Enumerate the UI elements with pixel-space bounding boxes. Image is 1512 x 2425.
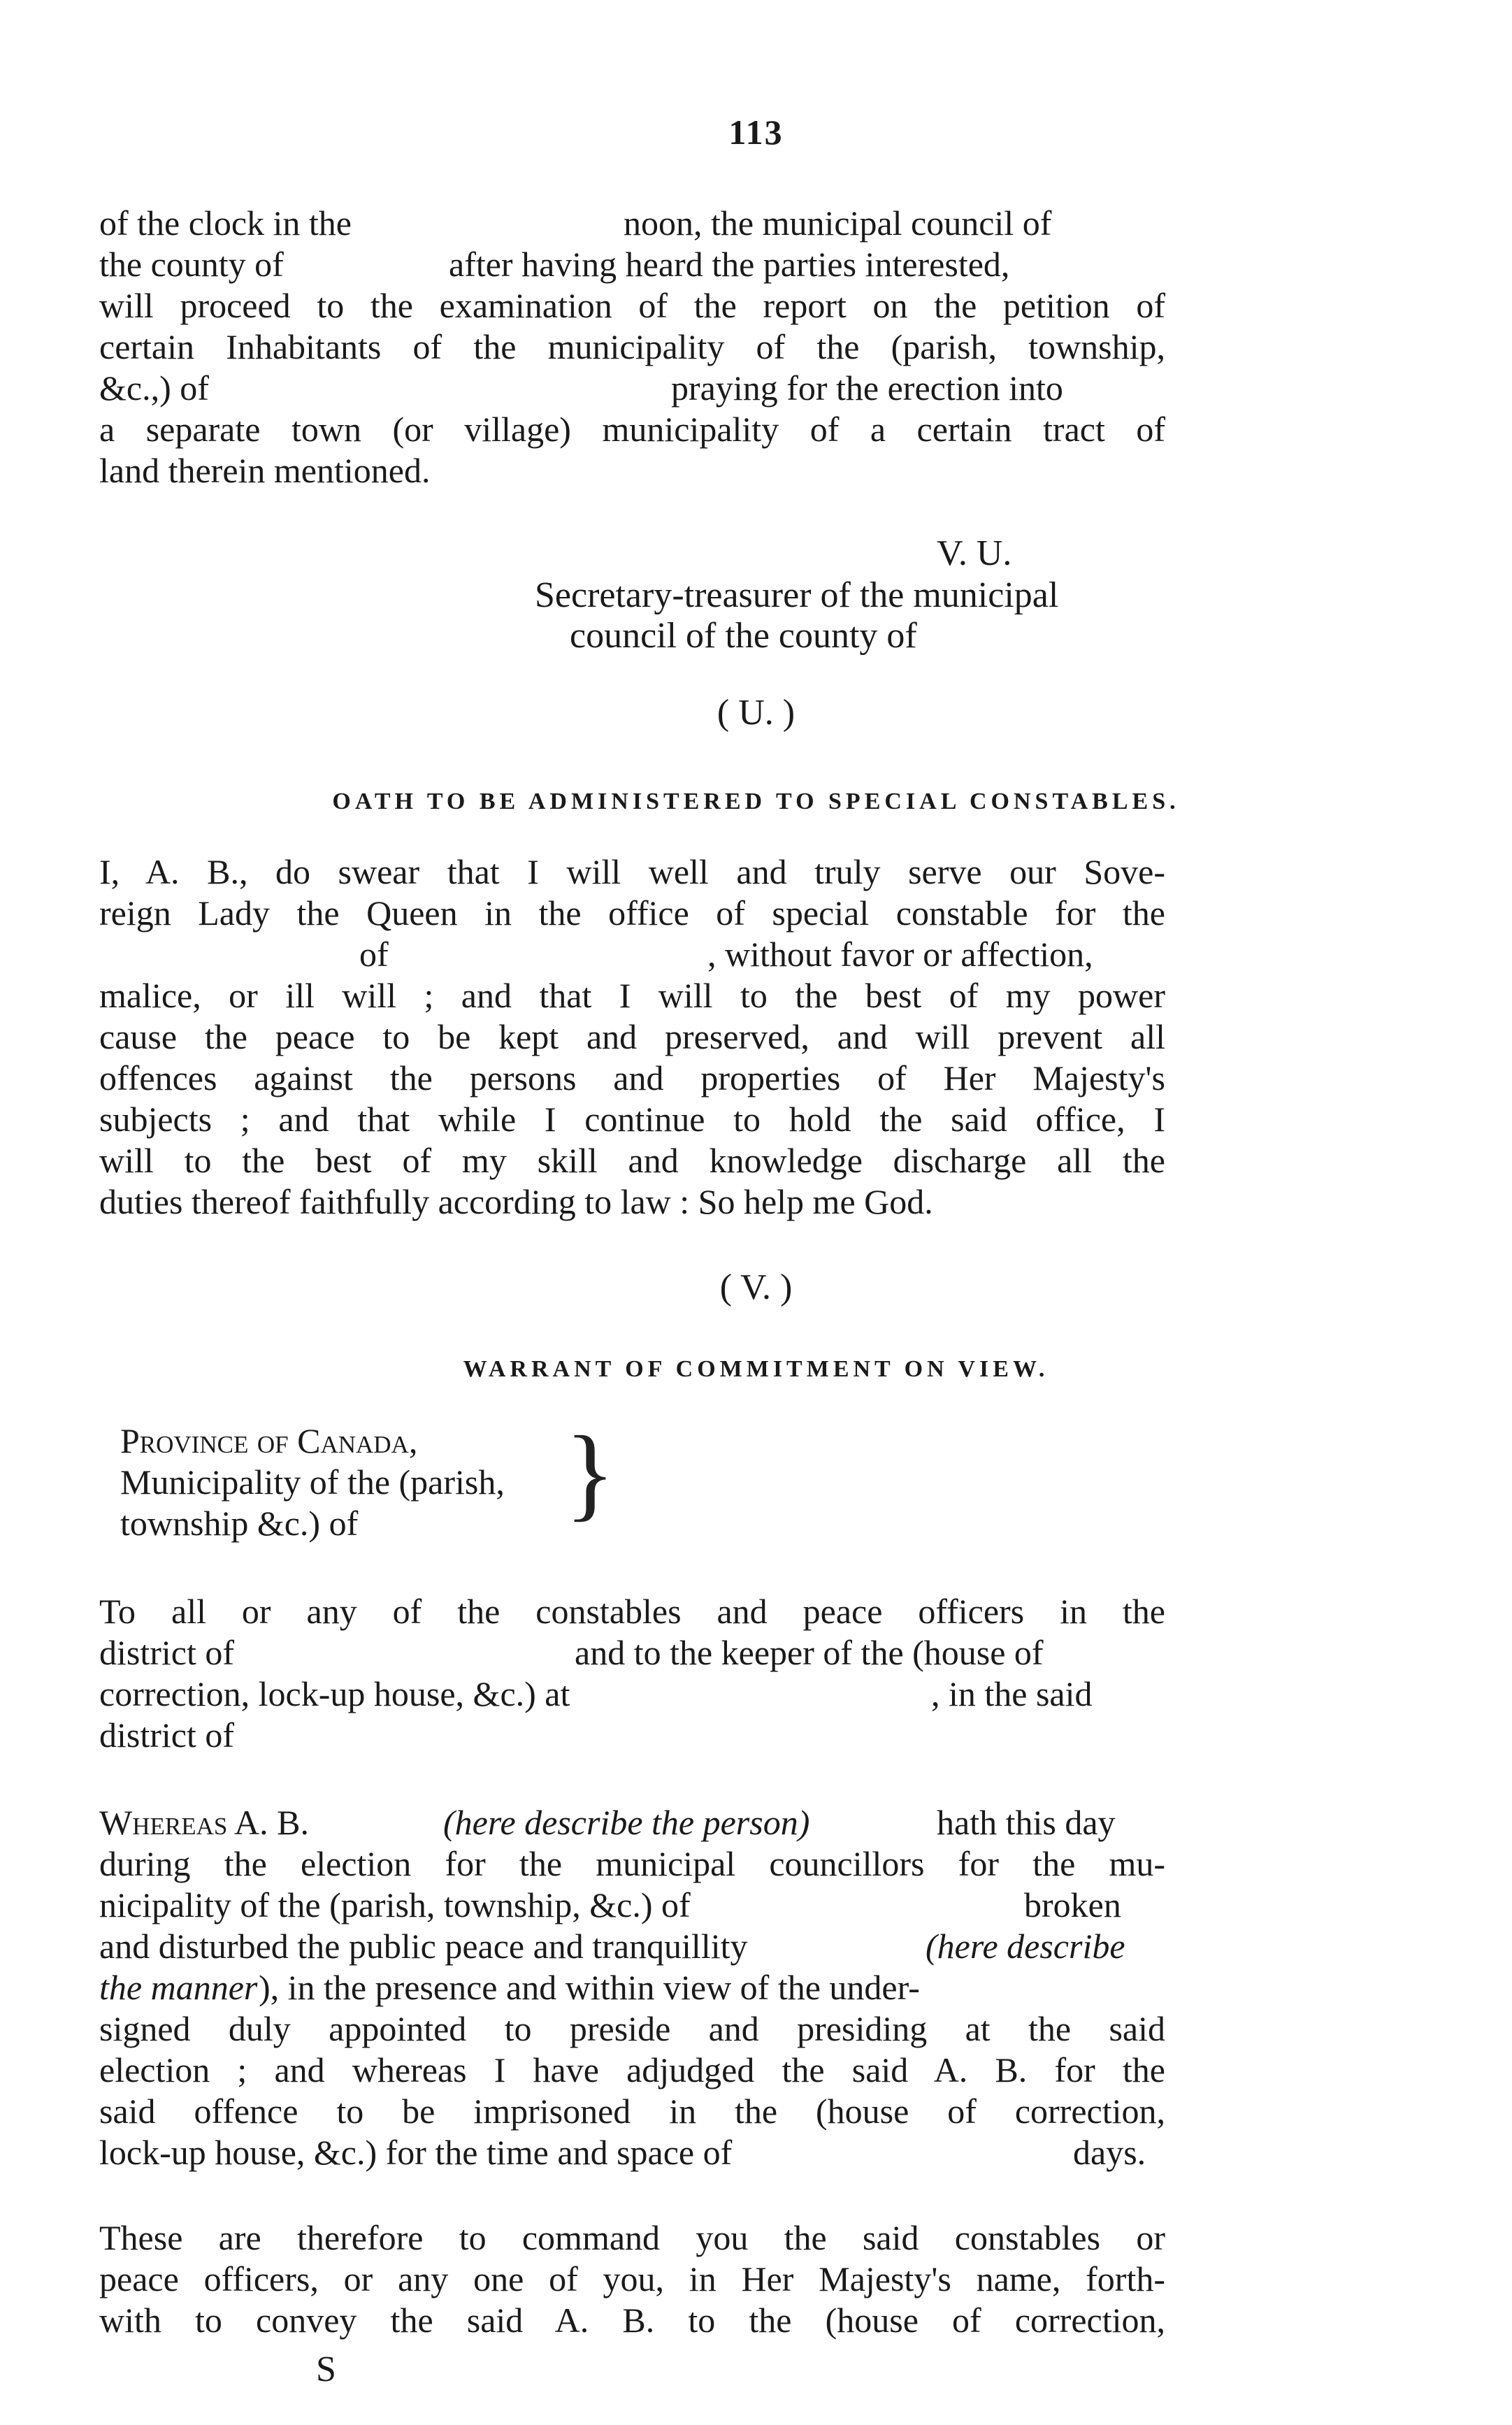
- section-u-heading: OATH TO BE ADMINISTERED TO SPECIAL CONSTABLES.: [332, 789, 1180, 814]
- to-constables-text: district of: [99, 1633, 235, 1672]
- to-constables-text: and to the keeper of the (house of: [575, 1633, 1044, 1672]
- whereas-text: broken: [1024, 1885, 1121, 1924]
- petition-line: [99, 450, 1165, 491]
- signature-initials: V. U.: [937, 533, 1012, 573]
- whereas-text: the manner: [99, 1968, 258, 2007]
- command-line: [99, 2259, 1165, 2300]
- whereas-text: during the election for the municipal councillors for the mu-: [99, 1844, 1165, 1883]
- whereas-text: said offence to be imprisoned in the (house of correction,: [99, 2092, 1165, 2131]
- whereas-line: [99, 1802, 1165, 1843]
- oath-line: [99, 934, 1165, 975]
- to-constables-line: [99, 1632, 1165, 1674]
- to-constables-text: , in the said: [931, 1674, 1093, 1713]
- petition-paragraph: [99, 203, 1165, 491]
- oath-line: [99, 851, 1165, 893]
- whereas-line: [99, 1843, 1165, 1885]
- page-number: 113: [728, 113, 784, 152]
- whereas-line: [99, 2050, 1165, 2091]
- province-block: [120, 1420, 610, 1544]
- whereas-text: hath this day: [937, 1803, 1116, 1842]
- petition-text: praying for the erection into: [671, 368, 1063, 408]
- oath-text: duties thereof faithfully according to law : So help me God.: [99, 1182, 933, 1221]
- oath-text: malice, or ill will ; and that I will to the best of my power: [99, 976, 1165, 1015]
- command-text: peace officers, or any one of you, in Her Majesty's name, forth-: [99, 2259, 1165, 2298]
- to-constables-text: district of: [99, 1715, 235, 1755]
- petition-text: of the clock in the: [99, 203, 352, 243]
- to-constables-line: [99, 1591, 1165, 1632]
- petition-line: [99, 409, 1165, 450]
- petition-text: the county of: [99, 245, 284, 284]
- oath-line: [99, 1058, 1165, 1099]
- to-constables-line: [99, 1715, 1165, 1756]
- to-constables-paragraph: [99, 1591, 1165, 1756]
- province-line: Province of Canada,: [120, 1421, 418, 1460]
- signature-mark: S: [316, 2350, 336, 2389]
- whereas-line: [99, 2132, 1165, 2173]
- to-constables-text: To all or any of the constables and peace officers in the: [99, 1592, 1165, 1631]
- command-text: These are therefore to command you the said constables or: [99, 2218, 1165, 2257]
- whereas-text: election ; and whereas I have adjudged the said A. B. for the: [99, 2050, 1165, 2089]
- signature-title-line2: council of the county of: [570, 616, 917, 656]
- whereas-text: (here describe: [926, 1927, 1125, 1966]
- oath-text: , without favor or affection,: [707, 935, 1093, 974]
- whereas-text: and disturbed the public peace and tranquillity: [99, 1927, 748, 1966]
- whereas-text: ), in the presence and within view of the under-: [259, 1968, 920, 2007]
- command-line: [99, 2217, 1165, 2259]
- petition-line: [99, 244, 1165, 285]
- oath-paragraph: [99, 851, 1165, 1223]
- command-text: with to convey the said A. B. to the (house of correction,: [99, 2301, 1165, 2340]
- petition-text: certain Inhabitants of the municipality of the (parish, township,: [99, 327, 1165, 366]
- petition-text: &c.,) of: [99, 368, 209, 408]
- oath-text: cause the peace to be kept and preserved, and will prevent all: [99, 1017, 1165, 1056]
- whereas-line: [99, 2091, 1165, 2132]
- brace-mark: }: [565, 1415, 615, 1531]
- oath-text: reign Lady the Queen in the office of special constable for the: [99, 893, 1165, 933]
- whereas-line: [99, 1926, 1165, 1967]
- section-v-label: ( V. ): [719, 1267, 793, 1307]
- whereas-text: nicipality of the (parish, township, &c.) of: [99, 1885, 691, 1924]
- oath-line: [99, 1099, 1165, 1140]
- oath-line: [99, 975, 1165, 1016]
- oath-text: will to the best of my skill and knowledge discharge all the: [99, 1141, 1165, 1180]
- section-v-heading: WARRANT OF COMMITMENT ON VIEW.: [463, 1356, 1049, 1382]
- command-paragraph: [99, 2217, 1165, 2341]
- whereas-text: days.: [1073, 2133, 1146, 2172]
- petition-text: after having heard the parties interested,: [449, 245, 1010, 284]
- municipality-line: Municipality of the (parish,: [120, 1462, 505, 1502]
- to-constables-line: [99, 1674, 1165, 1715]
- oath-line: [99, 1140, 1165, 1181]
- petition-text: land therein mentioned.: [99, 451, 431, 490]
- to-constables-text: correction, lock-up house, &c.) at: [99, 1674, 570, 1713]
- oath-line: [99, 1181, 1165, 1223]
- petition-line: [99, 368, 1165, 409]
- whereas-line: [99, 1885, 1165, 1926]
- whereas-text: signed duly appointed to preside and presiding at the said: [99, 2009, 1165, 2048]
- whereas-paragraph: [99, 1802, 1165, 2173]
- whereas-line: [99, 1967, 1165, 2008]
- petition-text: a separate town (or village) municipality of a certain tract of: [99, 410, 1165, 449]
- petition-line: [99, 326, 1165, 368]
- oath-text: offences against the persons and properties of Her Majesty's: [99, 1058, 1165, 1098]
- township-line: township &c.) of: [120, 1504, 359, 1543]
- oath-text: I, A. B., do swear that I will well and truly serve our Sove-: [99, 852, 1165, 891]
- petition-text: noon, the municipal council of: [624, 203, 1052, 243]
- whereas-text: (here describe the person): [443, 1803, 810, 1842]
- petition-line: [99, 285, 1165, 326]
- whereas-line: [99, 2008, 1165, 2050]
- petition-text: will proceed to the examination of the report on the petition of: [99, 286, 1165, 325]
- whereas-text: Whereas A. B.: [99, 1803, 310, 1842]
- section-u-label: ( U. ): [717, 693, 795, 733]
- whereas-text: lock-up house, &c.) for the time and space of: [99, 2133, 733, 2172]
- petition-line: [99, 203, 1165, 244]
- oath-text: subjects ; and that while I continue to hold the said office, I: [99, 1100, 1165, 1139]
- oath-text: of: [359, 935, 389, 974]
- command-line: [99, 2300, 1165, 2341]
- oath-line: [99, 893, 1165, 934]
- oath-line: [99, 1016, 1165, 1058]
- signature-title-line1: Secretary-treasurer of the municipal: [535, 575, 1059, 615]
